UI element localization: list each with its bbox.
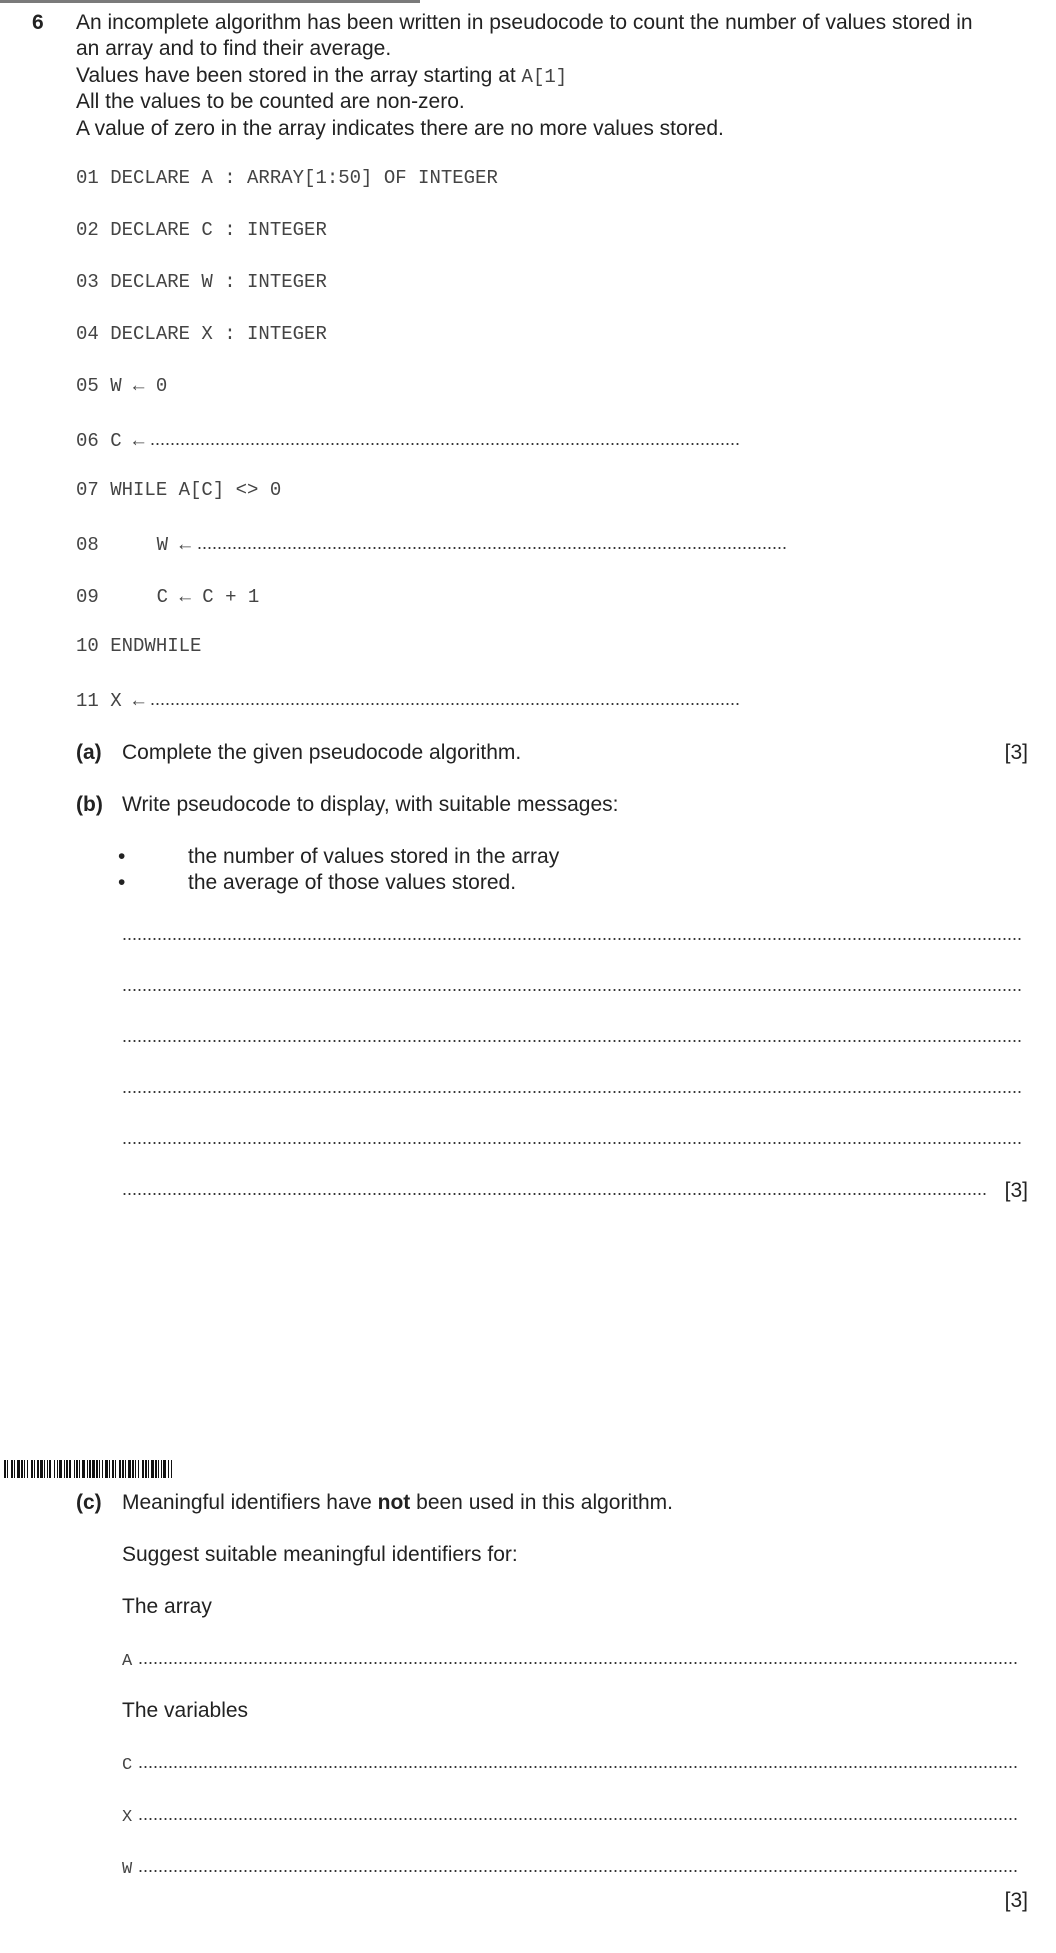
part-b-answer-line[interactable] xyxy=(122,1192,988,1196)
identifier-row-array xyxy=(122,1646,1018,1672)
barcode-bar xyxy=(172,1460,173,1478)
part-b-answer-line[interactable] xyxy=(122,1090,1022,1094)
answer-blank-w-update[interactable] xyxy=(197,546,787,550)
answer-blank-c-init[interactable] xyxy=(150,442,740,446)
identifier-answer-line[interactable] xyxy=(138,1765,1018,1769)
code-line-08 xyxy=(76,531,787,558)
identifier-row-c xyxy=(122,1750,1018,1776)
part-a-label: (a) xyxy=(76,741,102,764)
code-line-08-number: 08 xyxy=(76,534,99,556)
code-line-09 xyxy=(76,583,259,610)
part-b-label: (b) xyxy=(76,793,103,816)
part-a-mark: [3] xyxy=(1004,741,1028,764)
identifier-label: X xyxy=(122,1808,133,1827)
part-c-text xyxy=(122,1490,673,1516)
identifier-answer-line[interactable] xyxy=(138,1817,1018,1821)
part-c-text-after: been used in this algorithm. xyxy=(410,1491,673,1514)
part-b-answer-line[interactable] xyxy=(122,1141,1022,1145)
code-line-04: 04 DECLARE X : INTEGER xyxy=(76,323,327,345)
intro-line-2: an array and to find their average. xyxy=(76,37,392,61)
intro-line-3 xyxy=(76,63,1036,90)
code-line-02: 02 DECLARE C : INTEGER xyxy=(76,219,327,241)
part-c-text-bold: not xyxy=(377,1491,411,1514)
code-line-08-text: W ← xyxy=(156,534,191,556)
identifier-row-x xyxy=(122,1802,1018,1828)
intro-line-1: An incomplete algorithm has been written in pseudocode to count the number of values stored in xyxy=(76,11,973,34)
question-intro xyxy=(76,10,1036,142)
code-line-11-text: 11 X ← xyxy=(76,690,145,712)
part-b-answer-line[interactable] xyxy=(122,1039,1022,1043)
identifier-label: C xyxy=(122,1756,133,1775)
intro-line-5: A value of zero in the array indicates there are no more values stored. xyxy=(76,116,724,140)
bullet-icon: • xyxy=(118,845,126,868)
code-line-06 xyxy=(76,427,740,454)
code-line-01: 01 DECLARE A : ARRAY[1:50] OF INTEGER xyxy=(76,167,498,189)
part-b-answer-line[interactable] xyxy=(122,937,1022,941)
intro-line-4: All the values to be counted are non-zero. xyxy=(76,90,465,114)
bullet-icon: • xyxy=(118,871,126,894)
identifier-row-w xyxy=(122,1854,1018,1880)
code-line-07: 07 WHILE A[C] <> 0 xyxy=(76,479,282,501)
code-line-06-text: 06 C ← xyxy=(76,430,145,452)
part-b-bullet-1-text: the number of values stored in the array xyxy=(188,845,560,868)
identifier-answer-line[interactable] xyxy=(138,1661,1018,1665)
code-line-09-number: 09 xyxy=(76,586,99,608)
page-barcode xyxy=(4,1460,173,1478)
part-b-bullet-2-text: the average of those values stored. xyxy=(188,871,517,894)
part-c-label: (c) xyxy=(76,1491,102,1514)
part-c-mark: [3] xyxy=(1004,1889,1028,1912)
code-line-05: 05 W ← 0 xyxy=(76,375,168,397)
identifier-answer-line[interactable] xyxy=(138,1869,1018,1873)
part-b-text: Write pseudocode to display, with suitable messages: xyxy=(122,793,619,816)
page-header-strip xyxy=(0,0,420,3)
code-line-11 xyxy=(76,687,740,714)
identifier-label: A xyxy=(122,1652,133,1671)
intro-line-3-text: Values have been stored in the array starting at xyxy=(76,63,522,87)
variables-heading: The variables xyxy=(122,1699,249,1722)
code-line-09-text: C ← C + 1 xyxy=(156,586,260,608)
intro-code-ref: A[1] xyxy=(521,65,568,88)
part-a-text: Complete the given pseudocode algorithm. xyxy=(122,741,522,764)
identifier-label: W xyxy=(122,1860,133,1879)
part-b-bullet-1 xyxy=(118,844,559,870)
code-line-03: 03 DECLARE W : INTEGER xyxy=(76,271,327,293)
part-b-answer-line[interactable] xyxy=(122,988,1022,992)
answer-blank-x-assign[interactable] xyxy=(150,702,740,706)
array-heading: The array xyxy=(122,1595,212,1618)
question-number: 6 xyxy=(32,11,44,34)
code-line-10: 10 ENDWHILE xyxy=(76,635,202,657)
part-c-text-before: Meaningful identifiers have xyxy=(122,1491,378,1514)
part-c-suggest: Suggest suitable meaningful identifiers for: xyxy=(122,1543,518,1566)
part-b-bullet-2 xyxy=(118,870,516,896)
part-b-mark: [3] xyxy=(1004,1179,1028,1202)
